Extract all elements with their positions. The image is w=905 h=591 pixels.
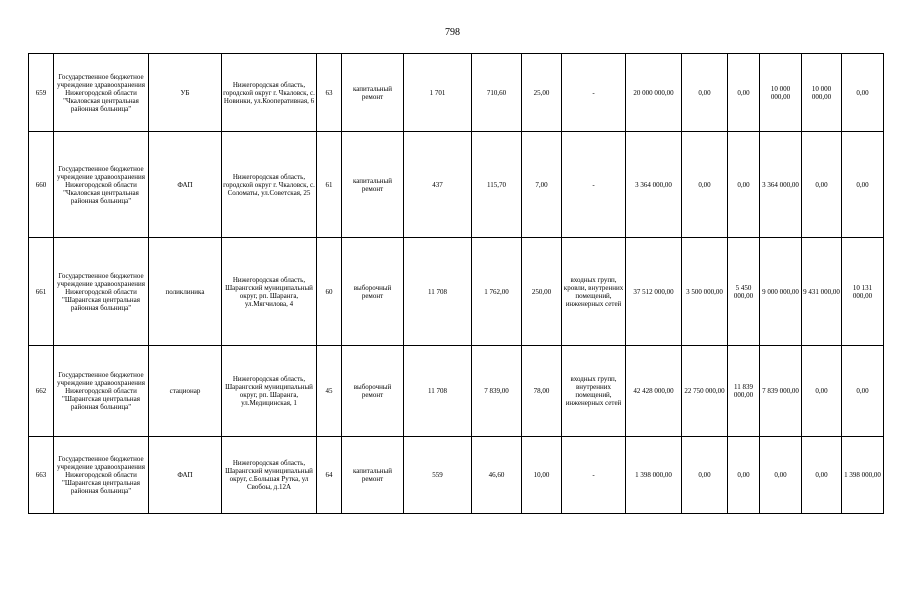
cost-year-5-cell: 0,00 [842,132,884,238]
facility-type-cell: стационар [149,346,222,437]
total-cost-cell: 3 364 000,00 [626,132,682,238]
area-cell: 115,70 [472,132,522,238]
repair-type-cell: выборочный ремонт [342,238,404,346]
address-cell: Нижегородская область, Шарангский муниципальный округ, рп. Шаранга, ул.Мягчилова, 4 [222,238,317,346]
page-number: 798 [445,27,460,38]
cost-year-1-cell: 0,00 [682,54,728,132]
volume-cell: 25,00 [522,54,562,132]
cost-year-4-cell: 9 431 000,00 [802,238,842,346]
cost-year-5-cell: 10 131 000,00 [842,238,884,346]
table-row [29,238,884,346]
row-number-cell: 661 [29,238,54,346]
volume-cell: 78,00 [522,346,562,437]
area-cell: 7 839,00 [472,346,522,437]
table-row [29,346,884,437]
capacity-cell: 1 701 [404,54,472,132]
address-cell: Нижегородская область, Шарангский муниципальный округ, рп. Шаранга, ул.Медицинская, 1 [222,346,317,437]
organization-cell: Государственное бюджетное учреждение здравоохранения Нижегородской области "Шарангская центральная районная больница" [54,346,149,437]
row-number-cell: 662 [29,346,54,437]
organization-cell: Государственное бюджетное учреждение здравоохранения Нижегородской области "Шарангская центральная районная больница" [54,238,149,346]
area-cell: 1 762,00 [472,238,522,346]
building-age-cell: 63 [317,54,342,132]
repair-type-cell: капитальный ремонт [342,54,404,132]
volume-cell: 10,00 [522,437,562,514]
cost-year-3-cell: 7 839 000,00 [760,346,802,437]
row-number-cell: 659 [29,54,54,132]
works-cell: входных групп, кровли, внутренних помещений, инженерных сетей [562,238,626,346]
capacity-cell: 437 [404,132,472,238]
cost-year-3-cell: 10 000 000,00 [760,54,802,132]
row-number-cell: 660 [29,132,54,238]
table-row [29,437,884,514]
building-age-cell: 61 [317,132,342,238]
cost-year-1-cell: 0,00 [682,132,728,238]
works-cell: - [562,54,626,132]
cost-year-5-cell: 1 398 000,00 [842,437,884,514]
capacity-cell: 11 708 [404,238,472,346]
total-cost-cell: 42 428 000,00 [626,346,682,437]
address-cell: Нижегородская область, Шарангский муниципальный округ, с.Большая Рутка, ул Свобоы, д.12А [222,437,317,514]
capacity-cell: 11 708 [404,346,472,437]
total-cost-cell: 1 398 000,00 [626,437,682,514]
address-cell: Нижегородская область, городской округ г. Чкаловск, с. Соломаты, ул.Советская, 25 [222,132,317,238]
facility-type-cell: ФАП [149,132,222,238]
works-cell: - [562,132,626,238]
cost-year-5-cell: 0,00 [842,54,884,132]
total-cost-cell: 20 000 000,00 [626,54,682,132]
cost-year-1-cell: 22 750 000,00 [682,346,728,437]
cost-year-4-cell: 0,00 [802,346,842,437]
table-row [29,54,884,132]
area-cell: 46,60 [472,437,522,514]
cost-year-3-cell: 9 000 000,00 [760,238,802,346]
volume-cell: 250,00 [522,238,562,346]
facility-type-cell: УБ [149,54,222,132]
address-cell: Нижегородская область, городской округ г. Чкаловск, с. Новинки, ул.Кооперативная, 6 [222,54,317,132]
cost-year-5-cell: 0,00 [842,346,884,437]
total-cost-cell: 37 512 000,00 [626,238,682,346]
cost-year-2-cell: 0,00 [728,437,760,514]
cost-year-2-cell: 11 839 000,00 [728,346,760,437]
cost-year-4-cell: 0,00 [802,132,842,238]
works-cell: - [562,437,626,514]
repair-type-cell: выборочный ремонт [342,346,404,437]
cost-year-1-cell: 3 500 000,00 [682,238,728,346]
facility-type-cell: ФАП [149,437,222,514]
repair-type-cell: капитальный ремонт [342,437,404,514]
cost-year-1-cell: 0,00 [682,437,728,514]
row-number-cell: 663 [29,437,54,514]
volume-cell: 7,00 [522,132,562,238]
cost-year-2-cell: 0,00 [728,54,760,132]
cost-year-3-cell: 0,00 [760,437,802,514]
building-age-cell: 45 [317,346,342,437]
table-row [29,132,884,238]
cost-year-2-cell: 5 450 000,00 [728,238,760,346]
cost-year-2-cell: 0,00 [728,132,760,238]
area-cell: 710,60 [472,54,522,132]
capacity-cell: 559 [404,437,472,514]
organization-cell: Государственное бюджетное учреждение здравоохранения Нижегородской области "Чкаловская центральная районная больница" [54,132,149,238]
cost-year-4-cell: 10 000 000,00 [802,54,842,132]
repair-type-cell: капитальный ремонт [342,132,404,238]
building-age-cell: 64 [317,437,342,514]
works-cell: входных групп, внутренних помещений, инженерных сетей [562,346,626,437]
cost-year-4-cell: 0,00 [802,437,842,514]
organization-cell: Государственное бюджетное учреждение здравоохранения Нижегородской области "Шарангская центральная районная больница" [54,437,149,514]
cost-year-3-cell: 3 364 000,00 [760,132,802,238]
repair-program-table [28,53,884,514]
facility-type-cell: поликлиника [149,238,222,346]
building-age-cell: 60 [317,238,342,346]
organization-cell: Государственное бюджетное учреждение здравоохранения Нижегородской области "Чкаловская центральная районная больница" [54,54,149,132]
